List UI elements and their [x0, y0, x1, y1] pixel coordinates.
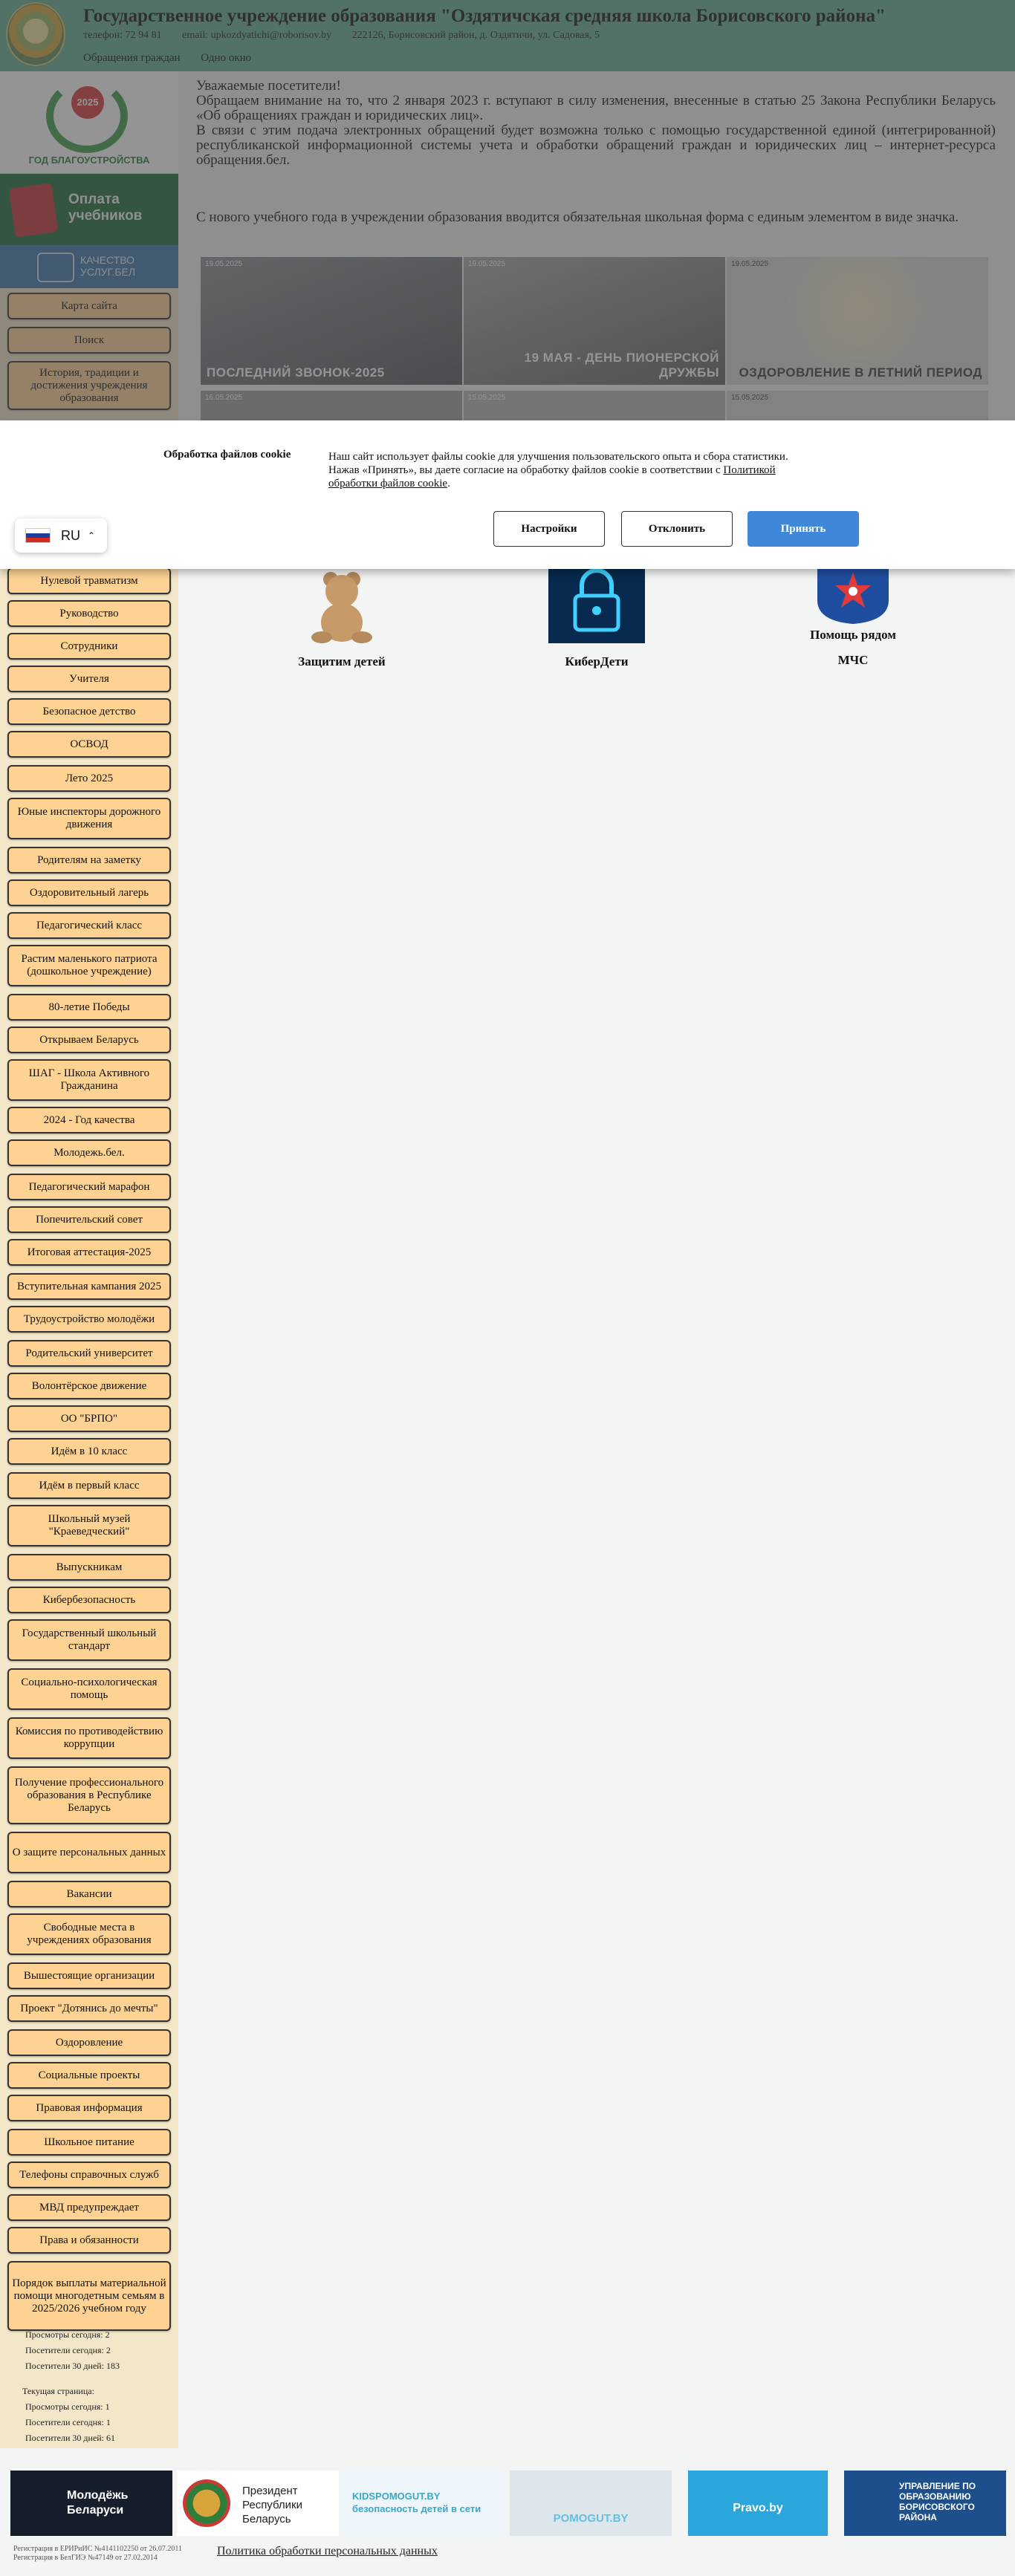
sidebar-menu-item[interactable]: Педагогический класс — [7, 912, 171, 939]
banner-kidspomogut[interactable] — [343, 2471, 505, 2536]
privacy-policy-link[interactable]: Политика обработки персональных данных — [217, 2545, 438, 2557]
sidebar-menu-item[interactable]: 2024 - Год качества — [7, 1107, 171, 1133]
banner-label: УПРАВЛЕНИЕ ПО ОБРАЗОВАНИЮ БОРИСОВСКОГО РАЙОНА — [899, 2481, 976, 2523]
sidebar-menu-item[interactable]: Растим маленького патриота (дошкольное учреждение) — [7, 945, 171, 986]
cookie-text: Наш сайт использует файлы cookie для улучшения пользовательского опыта и сбора статистики. Нажав «Принять», вы даете согласие на обработку файлов cookie в соответствии с Политикой обработки файлов cookie. — [328, 451, 788, 489]
help-card-label: МЧС — [837, 653, 869, 667]
sidebar-menu-item[interactable]: Вакансии — [7, 1881, 171, 1907]
sidebar-menu-item[interactable]: Руководство — [7, 600, 171, 627]
sidebar-menu-item[interactable]: Оздоровление — [7, 2029, 171, 2056]
sidebar-menu-item[interactable]: ОСВОД — [7, 731, 171, 758]
stat-page-visitors-today: Посетители сегодня: 1 — [25, 2417, 111, 2427]
cookie-policy-link[interactable]: Политикой обработки файлов cookie — [328, 464, 776, 489]
sidebar-menu-item[interactable]: Сотрудники — [7, 633, 171, 660]
sidebar-menu-item[interactable]: Идём в 10 класс — [7, 1438, 171, 1465]
sidebar-menu-item[interactable]: Безопасное детство — [7, 698, 171, 725]
emblem-icon — [183, 2479, 230, 2527]
sidebar-menu-item[interactable]: Порядок выплаты материальной помощи многодетным семьям в 2025/2026 учебном году — [7, 2261, 171, 2331]
sidebar-menu-item[interactable]: Идём в первый класс — [7, 1472, 171, 1499]
sidebar-menu-item[interactable]: Оздоровительный лагерь — [7, 879, 171, 906]
banner-education-department[interactable] — [844, 2471, 1006, 2536]
cookie-settings-button[interactable]: Настройки — [493, 511, 605, 547]
sidebar-menu-item[interactable]: ШАГ - Школа Активного Гражданина — [7, 1059, 171, 1101]
sidebar-menu-item[interactable]: Открываем Беларусь — [7, 1027, 171, 1053]
language-code: RU — [61, 527, 80, 543]
banner-label: POMOGUT.BY — [553, 2512, 629, 2525]
registration-line: Регистрация в ЕРИРиИС №4141102250 от 26.07.2011 — [13, 2545, 182, 2553]
banner-pravo[interactable] — [688, 2471, 828, 2536]
russian-flag-icon — [25, 528, 51, 543]
sidebar-menu-item[interactable]: Лето 2025 — [7, 765, 171, 792]
modal-overlay — [0, 0, 1015, 420]
chevron-up-icon: ⌃ — [88, 530, 96, 541]
help-card-sub: Помощь рядом — [810, 628, 896, 642]
sidebar-menu-item[interactable]: О защите персональных данных — [7, 1832, 171, 1873]
registration-line: Регистрация в БелГИЭ №47149 от 27.02.2014 — [13, 2554, 158, 2562]
help-card-mchs[interactable] — [756, 556, 950, 668]
stat-page-views-today: Просмотры сегодня: 1 — [25, 2401, 110, 2412]
stat-visitors-today: Посетители сегодня: 2 — [25, 2345, 111, 2355]
stat-current-page: Текущая страница: — [22, 2386, 94, 2396]
sidebar-menu-item[interactable]: Волонтёрское движение — [7, 1373, 171, 1399]
sidebar-menu-item[interactable]: Кибербезопасность — [7, 1587, 171, 1613]
sidebar-menu-item[interactable]: Социально-психологическая помощь — [7, 1668, 171, 1710]
stat-page-visitors-30: Посетители 30 дней: 61 — [25, 2433, 116, 2443]
help-card-cyber-kids[interactable] — [500, 556, 693, 669]
sidebar-menu-item[interactable]: Итоговая аттестация-2025 — [7, 1239, 171, 1266]
sidebar-menu-item[interactable]: Школьное питание — [7, 2129, 171, 2156]
sidebar-menu-item[interactable]: Свободные места в учреждениях образования — [7, 1913, 171, 1955]
help-card-protect-children[interactable] — [245, 569, 438, 669]
sidebar-menu-item[interactable]: МВД предупреждает — [7, 2194, 171, 2221]
sidebar-menu-item[interactable]: Телефоны справочных служб — [7, 2162, 171, 2188]
help-card-label: КиберДети — [565, 654, 629, 669]
sidebar-menu-item[interactable]: Права и обязанности — [7, 2227, 171, 2254]
banner-label: Молодёжь Беларуси — [67, 2489, 129, 2517]
sidebar-menu-item[interactable]: Выпускникам — [7, 1554, 171, 1581]
banner-label: KIDSPOMOGUT.BY безопасность детей в сети — [352, 2491, 481, 2514]
cookie-text-body: Наш сайт использует файлы cookie для улучшения пользовательского опыта и сбора статистики. Нажав «Принять», вы даете согласие на обработку файлов cookie в соответствии с — [328, 451, 788, 476]
sidebar-menu-item[interactable]: ОО "БРПО" — [7, 1405, 171, 1432]
sidebar-menu-item[interactable]: Школьный музей "Краеведческий" — [7, 1505, 171, 1546]
sidebar-menu-item[interactable]: Комиссия по противодействию коррупции — [7, 1717, 171, 1759]
sidebar-menu-item[interactable]: Вступительная кампания 2025 — [7, 1273, 171, 1300]
cookie-banner — [0, 420, 1015, 569]
teddy-bear-icon — [294, 569, 390, 643]
sidebar-menu-item[interactable]: Юные инспекторы дорожного движения — [7, 798, 171, 839]
registration-info — [13, 2545, 182, 2563]
sidebar-menu-item[interactable]: Государственный школьный стандарт — [7, 1619, 171, 1661]
sidebar-menu-item[interactable]: Трудоустройство молодёжи — [7, 1306, 171, 1333]
sidebar-menu-item[interactable]: Проект "Дотянись до мечты" — [7, 1995, 171, 2022]
sidebar-menu-item[interactable]: Родителям на заметку — [7, 847, 171, 874]
sidebar-menu-item[interactable]: Учителя — [7, 666, 171, 692]
sidebar-menu-item[interactable]: Социальные проекты — [7, 2062, 171, 2089]
language-selector[interactable] — [15, 518, 107, 553]
sidebar-menu-item[interactable]: Родительский университет — [7, 1340, 171, 1367]
cookie-title: Обработка файлов cookie — [163, 449, 291, 461]
sidebar-menu-item[interactable]: 80-летие Победы — [7, 994, 171, 1021]
sidebar-menu-item[interactable]: Педагогический марафон — [7, 1174, 171, 1200]
sidebar-menu-item[interactable]: Получение профессионального образования в Республике Беларусь — [7, 1766, 171, 1824]
sidebar-menu-item[interactable]: Попечительский совет — [7, 1206, 171, 1233]
banner-pomogut[interactable] — [510, 2471, 672, 2536]
sidebar-menu-item[interactable]: Вышестоящие организации — [7, 1962, 171, 1989]
sidebar-menu-item[interactable]: Правовая информация — [7, 2095, 171, 2121]
banner-youth[interactable] — [10, 2471, 172, 2536]
stat-views-today: Просмотры сегодня: 2 — [25, 2329, 110, 2340]
cookie-decline-button[interactable]: Отклонить — [621, 511, 733, 547]
help-card-label: Защитим детей — [298, 654, 386, 669]
banner-label: Президент Республики Беларусь — [242, 2485, 302, 2525]
stat-visitors-30: Посетители 30 дней: 183 — [25, 2361, 120, 2371]
cookie-accept-button[interactable]: Принять — [748, 511, 859, 547]
sidebar-menu-item[interactable]: Нулевой травматизм — [7, 567, 171, 594]
banner-label: Pravo.by — [733, 2502, 783, 2514]
banner-president[interactable] — [177, 2471, 339, 2536]
sidebar-menu-item[interactable]: Молодежь.бел. — [7, 1139, 171, 1166]
